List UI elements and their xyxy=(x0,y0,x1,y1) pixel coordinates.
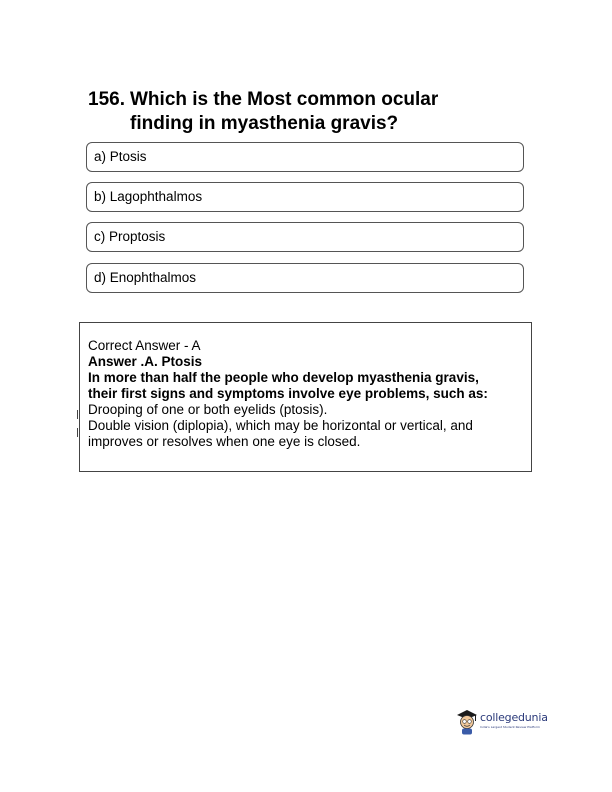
question-text-1: Which is the Most common ocular xyxy=(130,89,439,110)
logo-wordmark: collegedunia xyxy=(480,711,548,724)
option-c[interactable]: c) Proptosis xyxy=(86,222,524,252)
option-b[interactable]: b) Lagophthalmos xyxy=(86,182,524,212)
explanation-line-5: improves or resolves when one eye is closed. xyxy=(88,434,361,449)
answer-box xyxy=(79,322,532,472)
explanation-line-3: Drooping of one or both eyelids (ptosis). xyxy=(88,402,328,417)
question xyxy=(88,88,528,136)
correct-answer: Correct Answer - A xyxy=(88,338,201,353)
margin-mark xyxy=(77,410,78,419)
mascot-icon xyxy=(456,709,478,735)
margin-mark xyxy=(77,428,78,437)
explanation-line-1: In more than half the people who develop myasthenia gravis, xyxy=(88,370,479,385)
answer-heading: Answer .A. Ptosis xyxy=(88,354,203,369)
option-a[interactable]: a) Ptosis xyxy=(86,142,524,172)
explanation-line-2: their first signs and symptoms involve eye problems, such as: xyxy=(88,386,488,401)
explanation-line-4: Double vision (diplopia), which may be horizontal or vertical, and xyxy=(88,418,473,433)
option-d[interactable]: d) Enophthalmos xyxy=(86,263,524,293)
logo-tagline: India's Largest Student Review Platform xyxy=(480,725,540,729)
question-line-1 xyxy=(88,88,528,112)
collegedunia-logo xyxy=(456,707,566,737)
question-number: 156. xyxy=(88,89,125,110)
question-text-2: finding in myasthenia gravis? xyxy=(130,113,399,134)
